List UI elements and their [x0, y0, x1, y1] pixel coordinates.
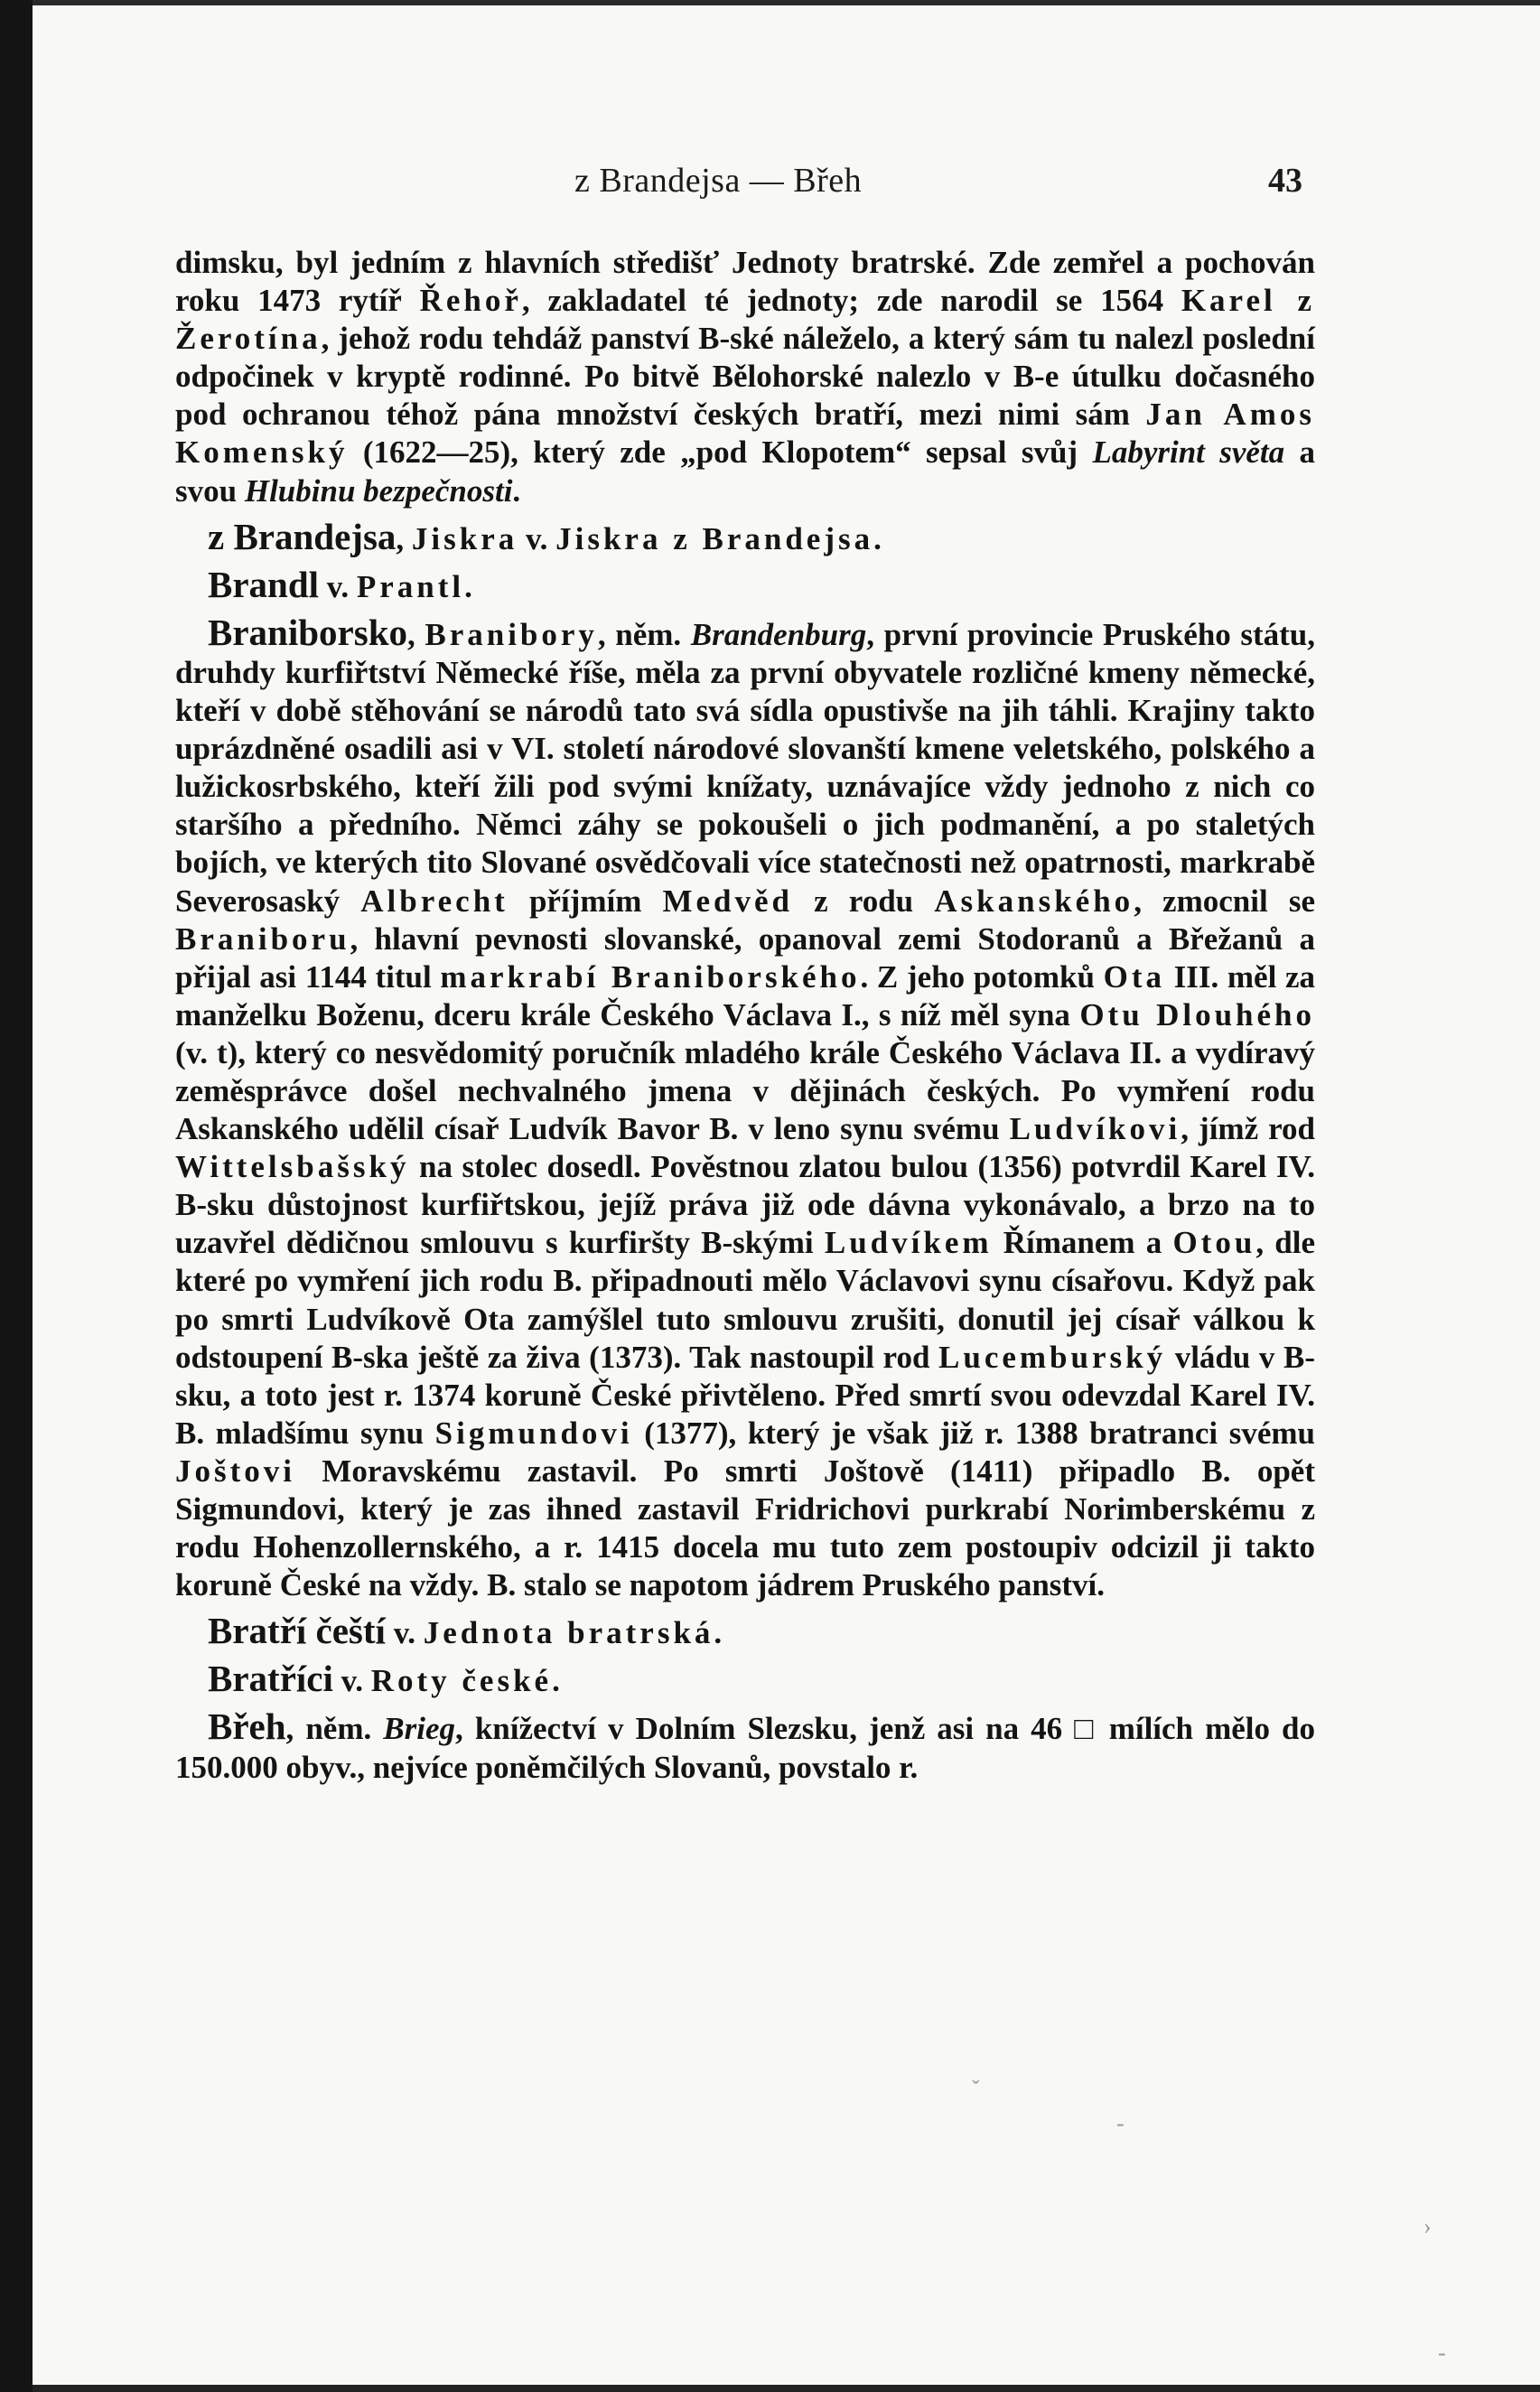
entry-headword: Bratříci — [208, 1658, 333, 1700]
scan-speck: › — [1423, 2213, 1432, 2239]
entry-headword: Bratří čeští — [208, 1610, 386, 1652]
scan-speck: - — [1438, 2340, 1446, 2366]
page-header — [33, 161, 1540, 215]
entry-headword: Břeh — [208, 1705, 286, 1748]
page-number: 43 — [1268, 162, 1302, 200]
continuation-paragraph: dimsku, byl jedním z hlavních středišť Jednoty bratrské. Zde zemřel a pochován roku 1473 rytíř Řehoř, zakladatel té jednoty; zde narodil se 1564 Karel z Žerotína, jehož rodu tehdáž panství B-ské náleželo, a který sám tu nalezl poslední odpočinek v kryptě rodinné. Po bitvě Bělohorské nalezlo v B-e útulku dočasného pod ochranou téhož pána množství českých bratří, mezi nimi sám Jan Amos Komenský (1622—25), který zde „pod Klopotem“ sepsal svůj Labyrint světa a svou Hlubinu bezpečnosti. — [175, 245, 1316, 509]
entry-bratri-cesti: Bratří čeští v. Jednota bratrská. — [208, 1610, 723, 1652]
entry-z-brandejsa: z Brandejsa, Jiskra v. Jiskra z Brandejsa. — [208, 515, 882, 557]
entry-headword: Braniborsko — [208, 611, 407, 653]
scan-edge-bottom — [33, 2385, 1540, 2392]
scanned-page — [33, 0, 1540, 2392]
body-text — [175, 244, 1315, 1787]
entry-headword: z Brandejsa — [208, 515, 397, 557]
running-head: z Brandejsa — Břeh — [574, 162, 863, 200]
entry-bratrici: Bratříci v. Roty české. — [208, 1658, 560, 1700]
entry-headword: Brandl — [208, 563, 320, 605]
scan-speck: - — [1116, 2110, 1125, 2136]
scan-speck: ˇ — [972, 2076, 980, 2102]
entry-breh: Břeh, něm. Brieg, knížectví v Dolním Slezsku, jenž asi na 46 □ mílích mělo do 150.000 obyv., nejvíce poněmčilých Slovanů, povstalo r. — [175, 1705, 1315, 1785]
entry-brandl: Brandl v. Prantl. — [208, 563, 472, 605]
scan-edge-top — [33, 0, 1540, 5]
square-mile-icon: □ — [1074, 1711, 1097, 1747]
entry-braniborsko: Braniborsko, Branibory, něm. Brandenburg, první provincie Pruského státu, druhdy kurfiřtství Německé říše, měla za první obyvatele rozličné kmeny německé, kteří v době stěhování se národů tato svá sídla opustivše na jih táhli. Krajiny takto uprázdněné osadili asi v VI. století národové slovanští kmene veletského, polského a lužickosrbského, kteří žili pod svými knížaty, uznávajíce vždy jednoho z nich co staršího a předního. Němci záhy se pokoušeli o jich podmanění, a po staletých bojích, ve kterých tito Slované osvědčovali více statečnosti než opatrnosti, markrabě Severosaský Albrecht příjmím Medvěd z rodu Askanského, zmocnil se Braniboru, hlavní pevnosti slovanské, opanoval zemi Stodoranů a Břežanů a přijal asi 1144 titul markrabí Braniborského. Z jeho potomků Ota III. měl za manželku Boženu, dceru krále Českého Václava I., s níž měl syna Otu Dlouhého (v. t), který co nesvědomitý poručník mladého krále Českého Václava II. a vydíravý zeměsprávce došel nechvalného jmena v dějinách českých. Po vymření rodu Askanského udělil císař Ludvík Bavor B. v leno synu svému Ludvíkovi, jímž rod Wittelsbašský na stolec dosedl. Pověstnou zlatou bulou (1356) potvrdil Karel IV. B-sku důstojnost kurfiřtskou, jejíž práva již ode dávna vykonávalo, a brzo na to uzavřel dědičnou smlouvu s kurfiršty B-skými Ludvíkem Římanem a Otou, dle které po vymření jich rodu B. připadnouti mělo Václavovi synu císařovu. Když pak po smrti Ludvíkově Ota zamýšlel tuto smlouvu zrušiti, donutil jej císař válkou k odstoupení B-ska ještě za živa (1373). Tak nastoupil rod Lucemburský vládu v B-sku, a toto jest r. 1374 koruně České přivtěleno. Před smrtí svou odevzdal Karel IV. B. mladšímu synu Sigmundovi (1377), který je však již r. 1388 bratranci svému Joštovi Moravskému zastavil. Po smrti Joštově (1411) připadlo B. opět Sigmundovi, který je zas ihned zastavil Fridrichovi purkrabí Norimberskému z rodu Hohenzollernského, a r. 1415 docela mu tuto zem postoupiv odcizil ji takto koruně České na vždy. B. stalo se napotom jádrem Pruského panství. — [175, 611, 1316, 1603]
